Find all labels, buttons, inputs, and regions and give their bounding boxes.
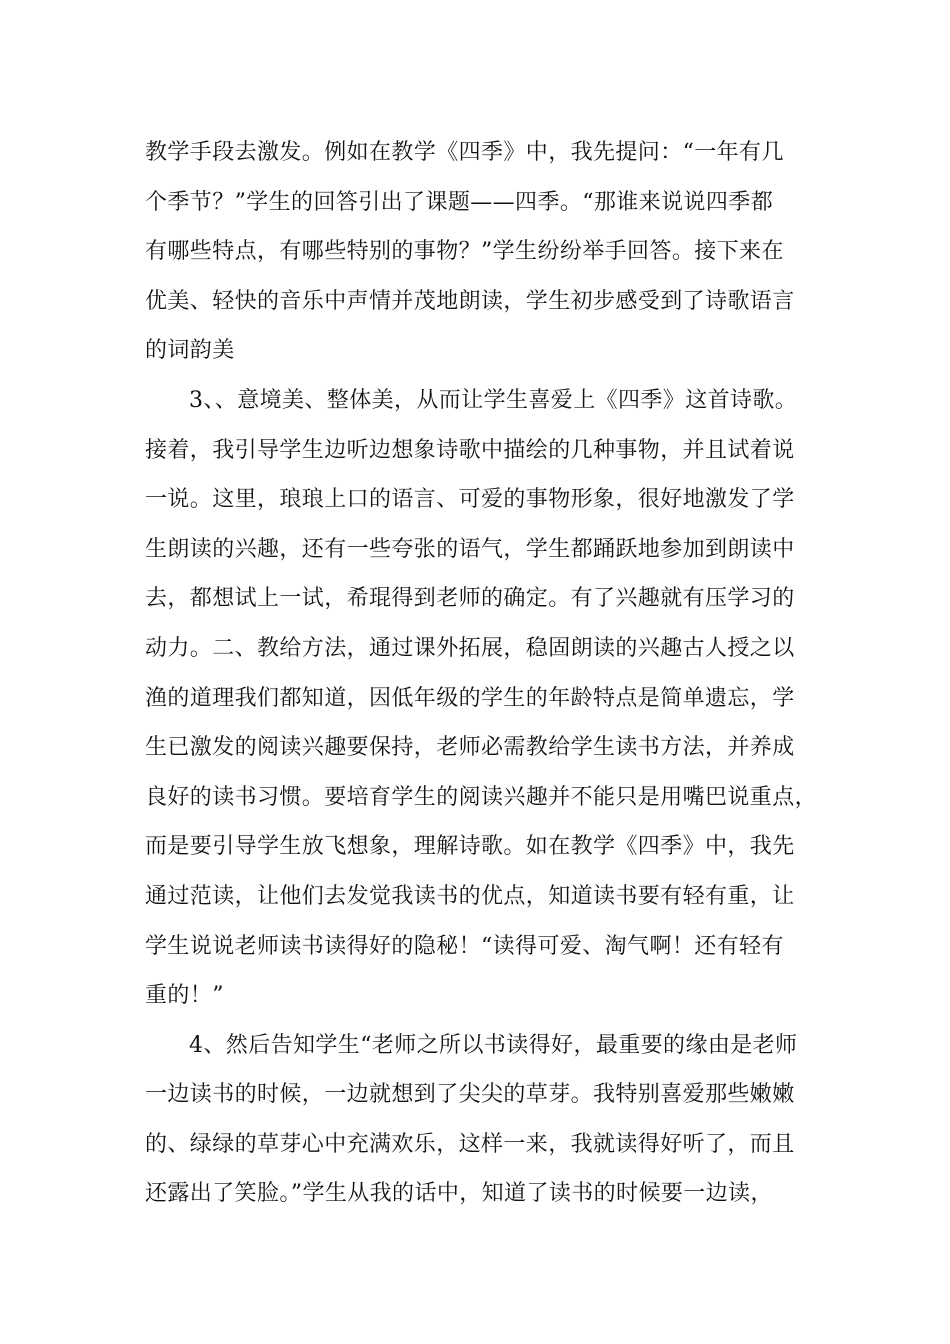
text-line: 学生说说老师读书读得好的隐秘！“读得可爱、淘气啊！还有轻有	[145, 933, 784, 959]
text-line: 接着，我引导学生边听边想象诗歌中描绘的几种事物，并且试着说	[145, 437, 795, 463]
text-line: 渔的道理我们都知道，因低年级的学生的年龄特点是简单遗忘，学	[145, 685, 795, 711]
text-line: 良好的读书习惯。要培育学生的阅读兴趣并不能只是用嘴巴说重点，	[145, 784, 818, 810]
paragraph-start-line: 4、然后告知学生“老师之所以书读得好，最重要的缘由是老师	[189, 1032, 798, 1058]
text-line: 去，都想试上一试，希琨得到老师的确定。有了兴趣就有压学习的	[145, 586, 795, 612]
text-line: 生已激发的阅读兴趣要保持，老师必需教给学生读书方法，并养成	[145, 735, 795, 761]
text-line: 个季节？”学生的回答引出了课题——四季。“那谁来说说四季都	[145, 189, 774, 215]
text-line: 优美、轻快的音乐中声情并茂地朗读，学生初步感受到了诗歌语言	[145, 288, 795, 314]
text-line: 一说。这里，琅琅上口的语言、可爱的事物形象，很好地激发了学	[145, 487, 795, 513]
text-line: 有哪些特点，有哪些特别的事物？”学生纷纷举手回答。接下来在	[145, 239, 784, 265]
text-line: 的词韵美	[145, 338, 235, 364]
text-line: 教学手段去激发。例如在教学《四季》中，我先提问：“一年有几	[145, 140, 784, 165]
text-line: 而是要引导学生放飞想象，理解诗歌。如在教学《四季》中，我先	[145, 834, 795, 860]
text-line: 还露出了笑脸。”学生从我的话中，知道了读书的时候要一边读，	[145, 1181, 773, 1207]
text-line: 一边读书的时候，一边就想到了尖尖的草芽。我特别喜爱那些嫩嫩	[145, 1082, 795, 1108]
text-line: 动力。二、教给方法，通过课外拓展，稳固朗读的兴趣古人授之以	[145, 635, 795, 661]
text-line: 通过范读，让他们去发觉我读书的优点，知道读书要有轻有重，让	[145, 883, 795, 909]
text-line: 重的！”	[145, 983, 224, 1009]
body-text	[145, 128, 818, 1219]
paragraph-start-line: 3、、意境美、整体美，从而让学生喜爱上《四季》这首诗歌。	[189, 387, 798, 413]
text-line: 的、绿绿的草芽心中充满欢乐，这样一来，我就读得好听了，而且	[145, 1131, 795, 1157]
text-line: 生朗读的兴趣，还有一些夸张的语气，学生都踊跃地参加到朗读中	[145, 536, 795, 562]
